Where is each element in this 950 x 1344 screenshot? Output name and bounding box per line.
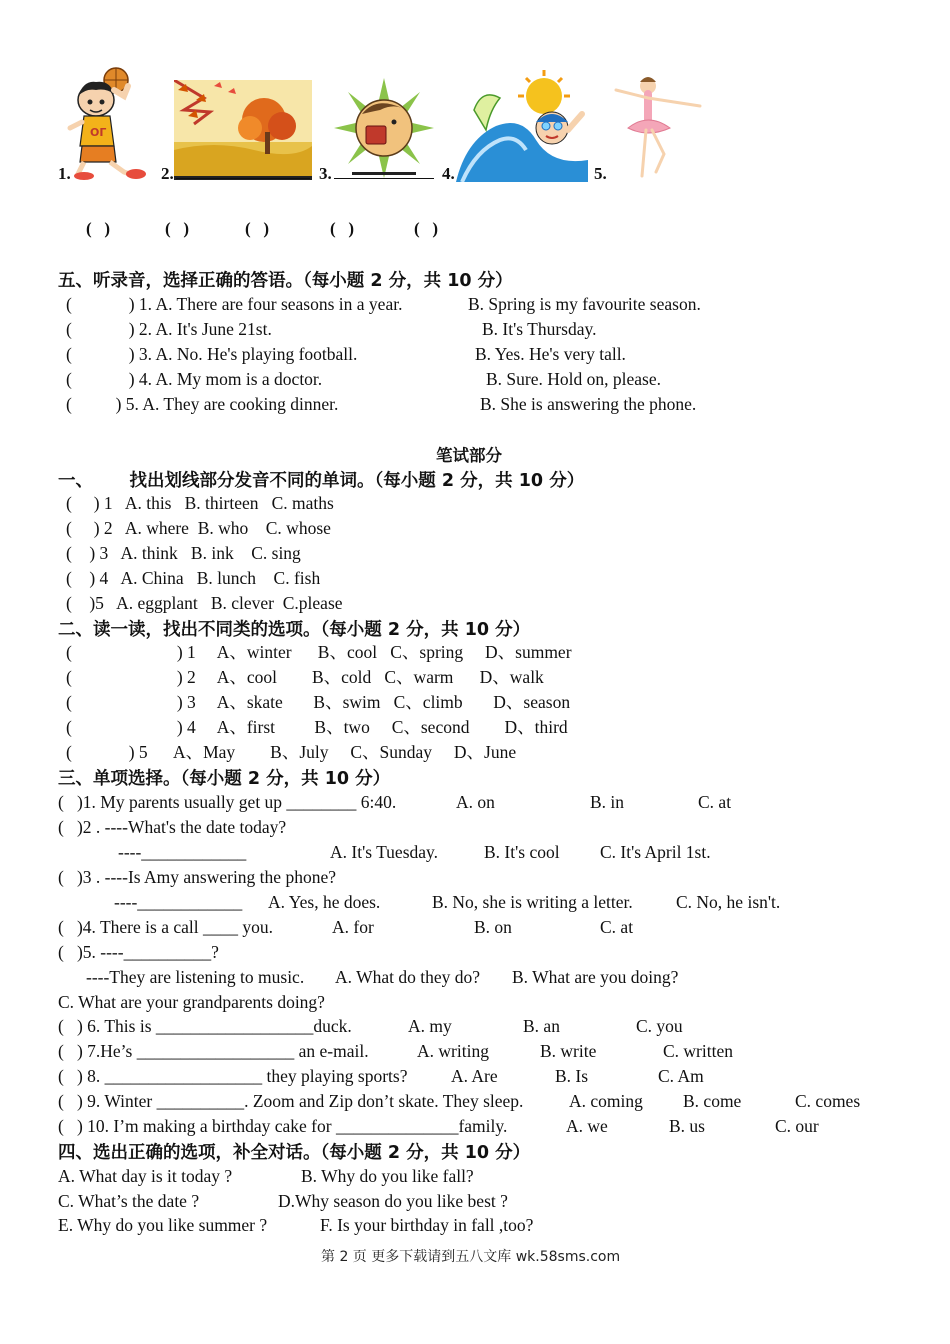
s3-q10-b: B. us — [669, 1116, 705, 1136]
s3-q2-blank: ----____________ — [118, 842, 247, 862]
s1-q3: ( ) 3 A. think B. ink C. sing — [66, 543, 301, 563]
picture-5-number: 5. — [594, 164, 607, 183]
s3-q2-a: A. It's Tuesday. — [330, 842, 439, 862]
s5-q4-b: B. Sure. Hold on, please. — [486, 369, 661, 389]
s3-q3: ( )3 . ----Is Amy answering the phone? — [58, 867, 336, 887]
s3-q3-b: B. No, she is writing a letter. — [432, 892, 633, 912]
s3-q6-a: A. my — [408, 1016, 452, 1036]
section3-heading: 三、单项选择。（每小题 2 分，共 10 分） — [58, 769, 391, 789]
s4-option-d: D.Why season do you like best ? — [278, 1191, 508, 1211]
s3-q1-b: B. in — [590, 792, 625, 812]
s5-q2: ( ) 2. A. It's June 21st. — [66, 319, 272, 339]
s3-q2: ( )2 . ----What's the date today? — [58, 817, 287, 837]
s3-q10-c: C. our — [775, 1116, 819, 1136]
swimming-boy-icon — [456, 70, 588, 182]
s3-q4-b: B. on — [474, 917, 512, 937]
picture-1-number: 1. — [58, 164, 71, 183]
s3-q2-c: C. It's April 1st. — [600, 842, 711, 862]
picture-1 — [66, 66, 156, 182]
section4-heading: 四、选出正确的选项，补全对话。（每小题 2 分，共 10 分） — [58, 1143, 531, 1163]
s1-q1: ( ) 1 A. this B. thirteen C. maths — [66, 493, 334, 513]
s2-q3: ( ) 3 A、skate B、swim C、climb D、season — [66, 692, 571, 712]
s3-q5-b: B. What are you doing? — [512, 967, 679, 987]
s3-q10: ( ) 10. I’m making a birthday cake for ______________family. — [58, 1116, 508, 1136]
s3-q7-c: C. written — [663, 1041, 733, 1061]
s1-q4: ( ) 4 A. China B. lunch C. fish — [66, 568, 321, 588]
drinking-man-icon — [332, 76, 436, 180]
s3-q9-c: C. comes — [795, 1091, 861, 1111]
s5-q5-b: B. She is answering the phone. — [480, 394, 697, 414]
s2-q1: ( ) 1 A、winter B、cool C、spring D、summer — [66, 642, 572, 662]
picture-3 — [332, 76, 436, 180]
s5-q1: ( ) 1. A. There are four seasons in a year. — [66, 294, 403, 314]
written-part-title: 笔试部分 — [436, 446, 502, 465]
s3-q7-a: A. writing — [417, 1041, 489, 1061]
s3-q3-c: C. No, he isn't. — [676, 892, 781, 912]
s5-q2-b: B. It's Thursday. — [482, 319, 597, 339]
section2-heading: 二、读一读，找出不同类的选项。（每小题 2 分，共 10 分） — [58, 620, 531, 640]
picture-3-underline — [334, 178, 434, 179]
s5-q3: ( ) 3. A. No. He's playing football. — [66, 344, 358, 364]
s3-q4-a: A. for — [332, 917, 374, 937]
autumn-tree-icon — [174, 80, 312, 180]
page-footer: 第 2 页 更多下载请到五八文库 wk.58sms.com — [321, 1249, 621, 1265]
s3-q3-a: A. Yes, he does. — [268, 892, 381, 912]
basketball-boy-icon — [66, 66, 156, 182]
s3-q5-a: A. What do they do? — [335, 967, 480, 987]
s1-q5: ( )5 A. eggplant B. clever C.please — [66, 593, 343, 613]
answer-paren-4[interactable]: ( ) — [330, 219, 355, 238]
ballerina-icon — [608, 72, 708, 182]
s2-q2: ( ) 2 A、cool B、cold C、warm D、walk — [66, 667, 544, 687]
s3-q1-a: A. on — [456, 792, 495, 812]
s3-q5: ( )5. ----__________? — [58, 942, 219, 962]
s4-option-e: E. Why do you like summer ? — [58, 1215, 268, 1235]
s3-q4-c: C. at — [600, 917, 634, 937]
section5-heading: 五、听录音，选择正确的答语。（每小题 2 分，共 10 分） — [58, 271, 513, 291]
s5-q1-b: B. Spring is my favourite season. — [468, 294, 701, 314]
s3-q9: ( ) 9. Winter __________. Zoom and Zip don’t skate. They sleep. — [58, 1091, 524, 1111]
s3-q10-a: A. we — [566, 1116, 608, 1136]
s3-q6-c: C. you — [636, 1016, 683, 1036]
s3-q7-b: B. write — [540, 1041, 597, 1061]
answer-paren-1[interactable]: ( ) — [86, 219, 111, 238]
s5-q5: ( ) 5. A. They are cooking dinner. — [66, 394, 339, 414]
s3-q8-b: B. Is — [555, 1066, 589, 1086]
picture-4-number: 4. — [442, 164, 455, 183]
picture-3-number: 3. — [319, 164, 332, 183]
s3-q6: ( ) 6. This is __________________duck. — [58, 1016, 352, 1036]
s3-q3-blank: ----____________ — [114, 892, 243, 912]
s3-q2-b: B. It's cool — [484, 842, 560, 862]
s3-q8: ( ) 8. __________________ they playing sports? — [58, 1066, 408, 1086]
picture-4 — [456, 70, 588, 182]
s5-q3-b: B. Yes. He's very tall. — [475, 344, 626, 364]
s5-q4: ( ) 4. A. My mom is a doctor. — [66, 369, 323, 389]
s2-q4: ( ) 4 A、first B、two C、second D、third — [66, 717, 568, 737]
s3-q8-a: A. Are — [451, 1066, 498, 1086]
s3-q1-c: C. at — [698, 792, 732, 812]
answer-paren-5[interactable]: ( ) — [414, 219, 439, 238]
s1-q2: ( ) 2 A. where B. who C. whose — [66, 518, 331, 538]
picture-2-number: 2. — [161, 164, 174, 183]
picture-2-underline — [176, 178, 310, 179]
s4-option-a: A. What day is it today ? — [58, 1166, 233, 1186]
s4-option-f: F. Is your birthday in fall ,too? — [320, 1215, 534, 1235]
s3-q7: ( ) 7.He’s __________________ an e-mail. — [58, 1041, 369, 1061]
s3-q5-c: C. What are your grandparents doing? — [58, 992, 325, 1012]
s3-q9-b: B. come — [683, 1091, 742, 1111]
section1-heading: 一、 找出划线部分发音不同的单词。（每小题 2 分，共 10 分） — [58, 471, 585, 491]
s3-q9-a: A. coming — [569, 1091, 643, 1111]
svg-text:ОГ: ОГ — [90, 126, 107, 139]
answer-paren-2[interactable]: ( ) — [165, 219, 190, 238]
s3-q4: ( )4. There is a call ____ you. — [58, 917, 273, 937]
s4-option-b: B. Why do you like fall? — [301, 1166, 474, 1186]
picture-5 — [608, 72, 708, 182]
s3-q1: ( )1. My parents usually get up ________ 6:40. — [58, 792, 397, 812]
s2-q5: ( ) 5 A、May B、July C、Sunday D、June — [66, 742, 517, 762]
picture-2 — [174, 80, 312, 180]
s3-q6-b: B. an — [523, 1016, 560, 1036]
s3-q8-c: C. Am — [658, 1066, 704, 1086]
s3-q5-line: ----They are listening to music. — [86, 967, 305, 987]
answer-paren-3[interactable]: ( ) — [245, 219, 270, 238]
s4-option-c: C. What’s the date ? — [58, 1191, 200, 1211]
